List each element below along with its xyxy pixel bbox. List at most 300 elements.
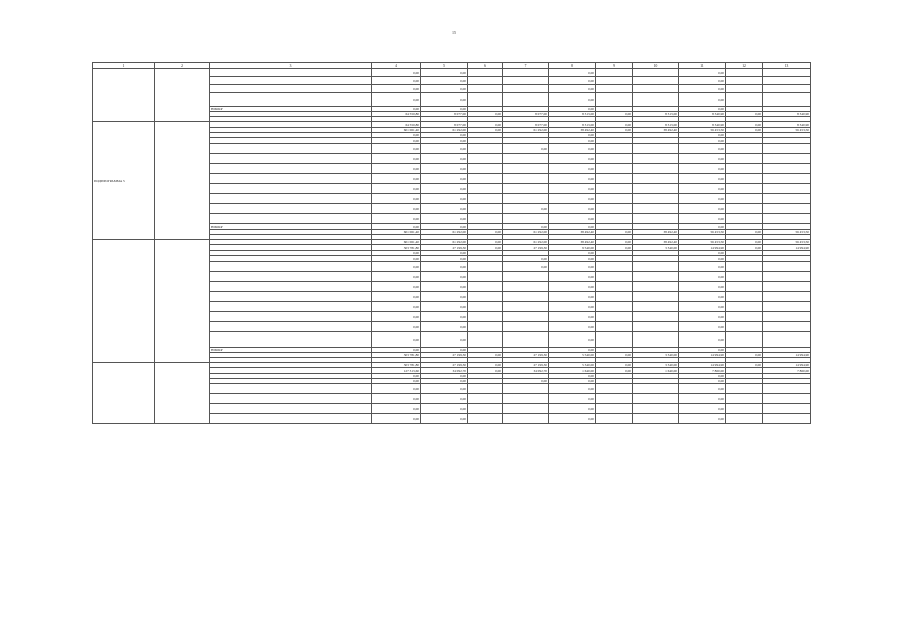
funding-source-cell [210,272,372,282]
amount-cell: 0,00 [503,256,549,262]
amount-cell [596,194,633,204]
amount-cell: 0,00 [596,353,633,358]
amount-cell: 0,00 [549,107,596,112]
funding-source-cell [210,414,372,424]
amount-cell: 0,00 [503,379,549,384]
amount-cell [468,204,503,214]
amount-cell: 0,00 [726,245,763,251]
amount-cell [503,414,549,424]
amount-cell: 0,00 [421,384,468,394]
amount-cell [726,164,763,174]
amount-cell [726,77,763,85]
amount-cell: 0,00 [549,404,596,414]
amount-cell: 64 550,80 [372,122,421,128]
amount-cell [468,93,503,107]
amount-cell: 0,00 [549,394,596,404]
amount-cell [763,384,811,394]
amount-cell [503,85,549,93]
amount-cell: 0,00 [679,85,726,93]
program-name-cell [155,69,210,122]
amount-cell: 127 313,60 [372,368,421,374]
amount-cell: 0,00 [421,69,468,77]
amount-cell: 0,00 [679,262,726,272]
amount-cell: 0,00 [679,332,726,348]
amount-cell [596,404,633,414]
column-number-cell: 11 [679,63,726,69]
amount-cell [726,394,763,404]
amount-cell [633,85,679,93]
amount-cell: 0,00 [421,332,468,348]
column-number-cell: 9 [596,63,633,69]
amount-cell: 0,00 [679,384,726,394]
amount-cell [763,272,811,282]
amount-cell: 0,00 [421,154,468,164]
amount-cell [633,384,679,394]
amount-cell [503,404,549,414]
amount-cell [726,194,763,204]
amount-cell [468,174,503,184]
amount-cell: 8 340,90 [679,112,726,117]
amount-cell: 0,00 [549,262,596,272]
amount-cell [726,204,763,214]
amount-cell: 0,00 [372,138,421,144]
amount-cell: 27 199,30 [421,353,468,358]
amount-cell: 0,00 [421,85,468,93]
amount-cell [596,204,633,214]
amount-cell [633,164,679,174]
column-number-cell: 2 [155,63,210,69]
amount-cell: 0,00 [679,69,726,77]
amount-cell [596,85,633,93]
amount-cell: 0,00 [372,312,421,322]
amount-cell: 0,00 [549,77,596,85]
amount-cell [763,322,811,332]
amount-cell: 0,00 [679,138,726,144]
amount-cell: 0,00 [468,112,503,117]
amount-cell: 0,00 [679,256,726,262]
amount-cell [596,414,633,424]
amount-cell: 8 313,00 [633,122,679,128]
amount-cell: 3 340,00 [633,353,679,358]
amount-cell: 0,00 [726,363,763,368]
amount-cell: 27 199,30 [421,363,468,368]
amount-cell: 0,00 [372,194,421,204]
amount-cell [726,272,763,282]
amount-cell [633,144,679,154]
amount-cell: 0,00 [549,348,596,353]
amount-cell: 0,00 [421,133,468,138]
amount-cell [763,174,811,184]
funding-source-cell [210,332,372,348]
amount-cell [503,272,549,282]
amount-cell: 0,00 [549,414,596,424]
amount-cell: 0,00 [726,128,763,133]
amount-cell: 0,00 [372,272,421,282]
amount-cell: 0,00 [372,322,421,332]
amount-cell: 0,00 [679,93,726,107]
amount-cell: 0,00 [549,194,596,204]
amount-cell: 0,00 [372,282,421,292]
amount-cell: 0,00 [372,302,421,312]
amount-cell: 8 313,00 [633,112,679,117]
column-number-cell: 5 [421,63,468,69]
amount-cell: 0,00 [596,245,633,251]
amount-cell [596,184,633,194]
column-number-cell: 10 [633,63,679,69]
amount-cell: 0,00 [468,122,503,128]
amount-cell: 0,00 [372,384,421,394]
amount-cell: 56 453,50 [679,128,726,133]
amount-cell [596,144,633,154]
amount-cell: 0,00 [468,240,503,245]
amount-cell [468,384,503,394]
amount-cell: 0,00 [549,85,596,93]
amount-cell: 61 292,00 [421,230,468,235]
amount-cell: 0,00 [372,224,421,230]
amount-cell: 0,00 [468,128,503,133]
page-number: 15 [452,30,456,35]
amount-cell: 0,00 [503,224,549,230]
amount-cell: 38 492,40 [549,240,596,245]
amount-cell: 0,00 [421,204,468,214]
column-number-cell: 7 [503,63,549,69]
amount-cell [763,414,811,424]
amount-cell: 0,00 [549,174,596,184]
amount-cell: 14 994,90 [679,363,726,368]
amount-cell [726,93,763,107]
amount-cell: 0,00 [372,184,421,194]
funding-source-cell [210,69,372,77]
amount-cell: 61 292,00 [503,128,549,133]
amount-cell [596,154,633,164]
amount-cell: 0,00 [421,214,468,224]
amount-cell: 0,00 [372,332,421,348]
funding-source-cell [210,85,372,93]
amount-cell: 0,00 [372,154,421,164]
amount-cell [468,144,503,154]
amount-cell: 0,00 [372,107,421,112]
amount-cell [763,154,811,164]
funding-source-cell [210,77,372,85]
amount-cell [726,184,763,194]
amount-cell [633,262,679,272]
amount-cell: 0,00 [679,379,726,384]
amount-cell: 0,00 [549,332,596,348]
amount-cell: 8 340,90 [763,122,811,128]
amount-cell [468,302,503,312]
amount-cell: 0,00 [549,133,596,138]
amount-cell: 0,00 [679,224,726,230]
amount-cell [468,214,503,224]
amount-cell: 0,00 [421,256,468,262]
amount-cell [468,262,503,272]
amount-cell: 0,00 [372,379,421,384]
amount-cell: 56 453,50 [763,240,811,245]
amount-cell [763,69,811,77]
amount-cell: 0,00 [468,363,503,368]
amount-cell [503,184,549,194]
amount-cell: 0,00 [421,77,468,85]
program-status-cell [93,363,155,424]
amount-cell: 3 340,00 [633,363,679,368]
amount-cell [763,164,811,174]
amount-cell: 0,00 [372,256,421,262]
amount-cell [596,332,633,348]
amount-cell [633,322,679,332]
amount-cell: 601 061,40 [372,128,421,133]
amount-cell: 0,00 [549,69,596,77]
amount-cell [633,93,679,107]
amount-cell: 0,00 [421,374,468,379]
amount-cell: 38 492,40 [633,240,679,245]
amount-cell [503,69,549,77]
amount-cell: 56 453,50 [679,240,726,245]
amount-cell [468,394,503,404]
amount-cell [468,292,503,302]
amount-cell [503,214,549,224]
amount-cell [763,332,811,348]
amount-cell [763,204,811,214]
amount-cell: 0,00 [549,384,596,394]
amount-cell: 0,00 [679,77,726,85]
amount-cell: 61 292,00 [503,230,549,235]
amount-cell: 0,00 [421,322,468,332]
amount-cell: 0,00 [372,204,421,214]
amount-cell: 0,00 [679,272,726,282]
amount-cell: 0,00 [679,322,726,332]
amount-cell [633,292,679,302]
amount-cell: 7 860,00 [763,368,811,374]
amount-cell: 0,00 [679,302,726,312]
program-name-cell [155,122,210,240]
amount-cell: 0,00 [372,77,421,85]
amount-cell: 27 199,30 [503,353,549,358]
amount-cell [763,312,811,322]
amount-cell: 0,00 [679,214,726,224]
budget-table [92,62,811,424]
amount-cell: 0,00 [421,194,468,204]
amount-cell [596,69,633,77]
amount-cell [468,164,503,174]
funding-source-cell [210,164,372,174]
amount-cell: 0,00 [372,414,421,424]
amount-cell: 0,00 [549,251,596,256]
amount-cell [468,322,503,332]
funding-source-cell [210,302,372,312]
amount-cell: 56 453,50 [763,128,811,133]
amount-cell [726,292,763,302]
column-number-cell: 1 [93,63,155,69]
amount-cell: 601 061,40 [372,240,421,245]
amount-cell: 8 340,90 [763,112,811,117]
amount-cell [468,272,503,282]
amount-cell: 27 199,30 [503,245,549,251]
amount-cell: 27 199,30 [503,363,549,368]
amount-cell: 8 313,00 [549,112,596,117]
amount-cell: 0,00 [421,164,468,174]
column-number-cell: 8 [549,63,596,69]
amount-cell: 38 492,40 [633,230,679,235]
funding-source-cell: НИОКР [210,348,372,353]
amount-cell: 38 492,40 [549,230,596,235]
amount-cell: 0,00 [726,122,763,128]
amount-cell [468,414,503,424]
funding-source-cell [210,214,372,224]
amount-cell: 0,00 [421,282,468,292]
amount-cell [503,312,549,322]
amount-cell: 0,00 [679,164,726,174]
amount-cell [763,144,811,154]
amount-cell: 0,00 [679,292,726,302]
amount-cell: 0,00 [372,394,421,404]
amount-cell [763,184,811,194]
amount-cell: 0,00 [549,93,596,107]
amount-cell: 14 994,90 [763,245,811,251]
amount-cell: 0,00 [549,204,596,214]
funding-source-cell [210,322,372,332]
amount-cell: 0,00 [372,93,421,107]
amount-cell: 0,00 [421,224,468,230]
amount-cell [503,292,549,302]
amount-cell [468,154,503,164]
amount-cell: 0,00 [421,292,468,302]
amount-cell [468,194,503,204]
amount-cell: 303 781,80 [372,353,421,358]
amount-cell [726,262,763,272]
amount-cell: 1 640,00 [633,368,679,374]
amount-cell [726,69,763,77]
amount-cell [726,414,763,424]
amount-cell: 0,00 [468,368,503,374]
program-name-cell [155,240,210,363]
amount-cell [633,184,679,194]
amount-cell: 0,00 [549,292,596,302]
amount-cell [503,384,549,394]
funding-source-cell: НИОКР [210,224,372,230]
amount-cell: 0,00 [596,363,633,368]
amount-cell: 8 077,00 [421,112,468,117]
amount-cell: 0,00 [421,262,468,272]
amount-cell: 0,00 [421,348,468,353]
funding-source-cell [210,282,372,292]
amount-cell: 0,00 [372,164,421,174]
amount-cell: 0,00 [726,353,763,358]
amount-cell [468,69,503,77]
funding-source-cell [210,174,372,184]
amount-cell: 303 781,80 [372,363,421,368]
funding-source-cell [210,184,372,194]
amount-cell [726,312,763,322]
amount-cell [726,404,763,414]
amount-cell [726,332,763,348]
amount-cell: 303 781,80 [372,245,421,251]
amount-cell: 0,00 [372,292,421,302]
amount-cell: 3 340,00 [633,245,679,251]
amount-cell: 0,00 [726,112,763,117]
amount-cell: 7 860,00 [679,368,726,374]
program-status-cell: ПОДПРОГРАММА 5 [93,122,155,240]
amount-cell [503,77,549,85]
amount-cell [596,93,633,107]
amount-cell [726,384,763,394]
amount-cell: 0,00 [421,184,468,194]
funding-source-cell [210,404,372,414]
amount-cell: 0,00 [549,282,596,292]
funding-source-cell [210,194,372,204]
amount-cell: 0,00 [372,251,421,256]
amount-cell [763,77,811,85]
amount-cell: 8 077,00 [421,122,468,128]
amount-cell: 14 994,90 [763,353,811,358]
amount-cell: 0,00 [679,312,726,322]
amount-cell: 0,00 [679,348,726,353]
column-number-cell: 12 [726,63,763,69]
amount-cell: 56 453,50 [679,230,726,235]
amount-cell: 0,00 [596,240,633,245]
amount-cell [726,85,763,93]
funding-source-cell [210,93,372,107]
program-status-cell [93,69,155,122]
amount-cell: 0,00 [679,204,726,214]
amount-cell [633,272,679,282]
column-number-cell: 6 [468,63,503,69]
amount-cell [596,262,633,272]
amount-cell [633,69,679,77]
amount-cell: 0,00 [421,379,468,384]
amount-cell [633,77,679,85]
amount-cell: 0,00 [372,69,421,77]
column-number-cell: 3 [210,63,372,69]
amount-cell [468,404,503,414]
funding-source-cell [210,394,372,404]
amount-cell: 27 199,30 [421,245,468,251]
amount-cell [726,302,763,312]
amount-cell: 0,00 [549,164,596,174]
amount-cell: 0,00 [596,122,633,128]
amount-cell: 601 061,40 [372,230,421,235]
amount-cell: 8 077,00 [503,112,549,117]
amount-cell: 34 092,70 [503,368,549,374]
amount-cell [763,214,811,224]
amount-cell: 0,00 [468,230,503,235]
amount-cell: 56 453,50 [763,230,811,235]
amount-cell: 0,00 [468,245,503,251]
amount-cell: 0,00 [679,133,726,138]
amount-cell: 0,00 [549,256,596,262]
amount-cell: 0,00 [421,138,468,144]
amount-cell: 0,00 [596,368,633,374]
amount-cell [596,164,633,174]
amount-cell [763,262,811,272]
amount-cell [633,332,679,348]
amount-cell: 0,00 [372,85,421,93]
column-number-cell: 13 [763,63,811,69]
amount-cell: 0,00 [679,154,726,164]
amount-cell: 0,00 [549,312,596,322]
program-name-cell [155,363,210,424]
amount-cell: 0,00 [549,214,596,224]
amount-cell [763,404,811,414]
amount-cell [763,282,811,292]
amount-cell [468,332,503,348]
funding-source-cell [210,154,372,164]
amount-cell: 14 994,90 [679,245,726,251]
amount-cell: 0,00 [549,302,596,312]
amount-cell: 0,00 [679,194,726,204]
amount-cell: 38 492,40 [549,128,596,133]
amount-cell: 0,00 [726,230,763,235]
amount-cell [596,272,633,282]
